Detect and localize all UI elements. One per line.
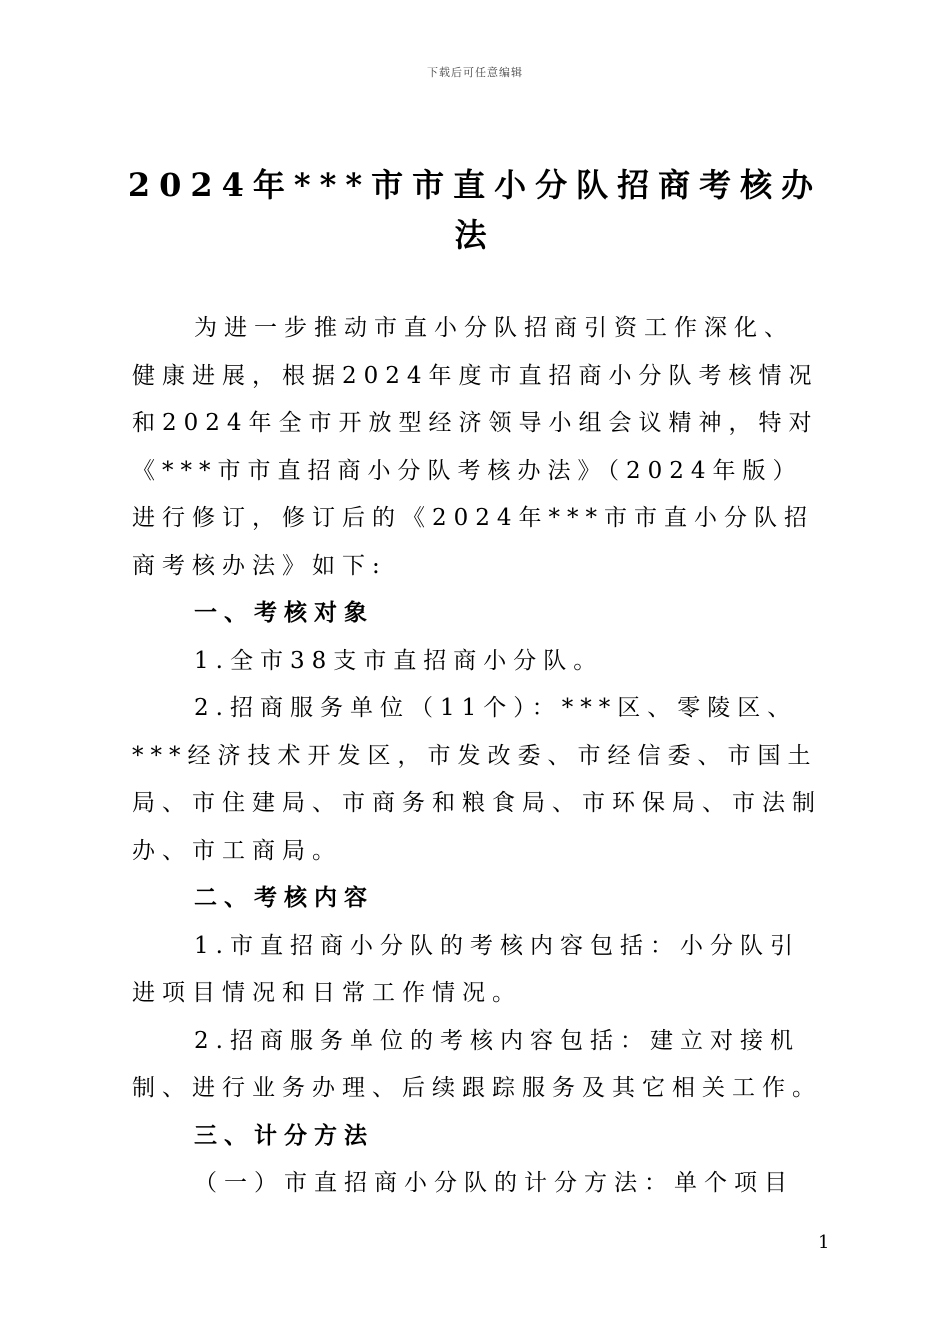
section-heading-1: 一、考核对象 xyxy=(194,600,374,626)
section2-item-2: 2.招商服务单位的考核内容包括：建立对接机制、进行业务办理、后续跟踪服务及其它相关工作。 xyxy=(132,1027,822,1101)
page-header: 下载后可任意编辑 xyxy=(427,66,523,79)
title-line-2: 法 xyxy=(454,216,496,254)
document-body xyxy=(132,305,822,1208)
page-number: 1 xyxy=(818,1232,830,1253)
title-line-1: 2024年***市市直小分队招商考核办 xyxy=(127,166,823,204)
section2-item-1: 1.市直招商小分队的考核内容包括：小分队引进项目情况和日常工作情况。 xyxy=(132,932,800,1006)
section1-item-1: 1.全市38支市直招商小分队。 xyxy=(194,647,604,674)
document-title xyxy=(125,160,825,260)
intro-paragraph: 为进一步推动市直小分队招商引资工作深化、健康进展，根据2024年度市直招商小分队考核情况和2024年全市开放型经济领导小组会议精神，特对《***市市直招商小分队考核办法》（2024年版）进行修订，修订后的《2024年***市市直小分队招商考核办法》如下: xyxy=(132,315,819,579)
section1-item-2: 2.招商服务单位（11个）：***区、零陵区、***经济技术开发区，市发改委、市经信委、市国土局、市住建局、市商务和粮食局、市环保局、市法制办、市工商局。 xyxy=(132,695,822,864)
section-heading-2: 二、考核内容 xyxy=(194,885,374,911)
section3-item-1: （一）市直招商小分队的计分方法：单个项目 xyxy=(194,1170,794,1196)
section-heading-3: 三、计分方法 xyxy=(194,1122,374,1149)
